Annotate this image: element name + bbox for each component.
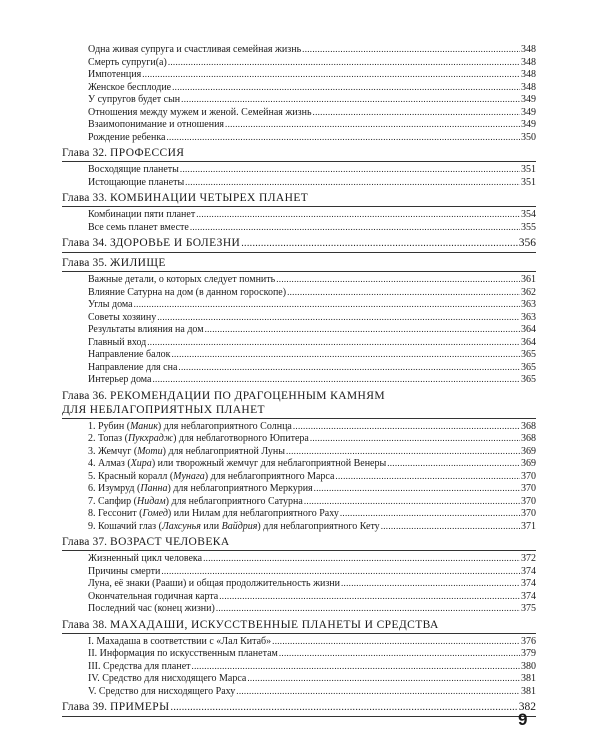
gem-name: Вайдрия [221,520,258,532]
entry-title: Взаимопонимание и отношения [88,119,225,130]
entry-title: V. Средство для нисходящего Раху [88,685,236,697]
toc-entry [62,520,536,533]
entry-title-part: ) для неблагоприятного Кету [257,520,380,532]
gem-name: Нидам [137,495,166,507]
dot-leader [157,311,520,324]
dot-leader [142,68,520,81]
toc-entry [62,482,536,495]
toc-entry [62,118,536,131]
entry-page-number: 349 [521,119,536,130]
entry-title: Последний час (конец жизни) [88,603,215,614]
gem-name: Хира [130,458,152,469]
dot-leader [181,93,520,106]
entry-title-part: 8. Гессонит ( [88,508,143,519]
toc-entry [62,336,536,349]
entry-page-number: 350 [521,131,536,143]
chapter-label: Глава 36. [62,389,108,402]
entry-title: Углы дома [88,299,133,310]
entry-title: Направление для сна [88,361,178,373]
toc-entry [62,660,536,673]
entry-title [88,421,292,434]
entry-title-part: ) для неблагоприятного Солнца [157,420,292,432]
chapter-label: Глава 32. [62,147,108,159]
entry-page-number: 365 [521,349,536,360]
dot-leader [203,552,520,565]
gem-name: Гомед [142,508,168,519]
entry-page-number: 355 [521,221,536,233]
gem-name: Маник [130,420,158,432]
toc-entry [62,445,536,458]
entry-title-part: 6. Изумруд ( [88,483,141,494]
toc-entry [62,311,536,324]
chapter-title-line [62,236,240,250]
entry-page-number: 368 [521,433,536,444]
dot-leader [314,482,520,495]
entry-title [88,483,313,496]
entry-page-number: 375 [521,603,536,614]
dot-leader [192,660,520,673]
chapter-title: ПРИМЕРЫ [110,701,170,713]
entry-page-number: 370 [521,483,536,494]
entry-title: Причины смерти [88,565,161,577]
entry-page-number: 370 [521,470,536,482]
toc-entry [62,420,536,433]
entry-title: Одна живая супруга и счастливая семейная жизнь [88,44,302,55]
chapter-underline [62,161,536,162]
entry-title: Смерть супруги(а) [88,56,167,68]
dot-leader [185,176,520,189]
entry-page-number: 348 [521,69,536,80]
entry-title: Важные детали, о которых следует помнить [88,274,276,285]
gem-name: Пукхрадж [127,433,174,444]
toc-entry [62,647,536,660]
entry-page-number: 381 [521,685,536,697]
entry-title-part: 4. Алмаз ( [88,458,131,469]
entry-title: Влияние Сатурна на дом (в данном гороскопе) [88,286,287,298]
entry-title: IV. Средство для нисходящего Марса [88,673,247,684]
dot-leader [302,43,520,56]
entry-page-number: 351 [521,164,536,175]
chapter-underline [62,716,536,717]
dot-leader [172,81,520,94]
toc-entry [62,43,536,56]
table-of-contents [62,43,536,718]
entry-title: Комбинации пяти планет [88,209,196,220]
entry-page-number: 374 [521,590,536,602]
dot-leader [381,520,520,533]
entry-title-part: ) для неблагоприятной Луны [162,445,286,457]
dot-leader [241,237,518,251]
toc-entry [62,131,536,144]
entry-title-part: 2. Топаз ( [88,433,128,444]
dot-leader [335,470,520,483]
chapter-underline [62,633,536,634]
chapter-title: ЗДОРОВЬЕ И БОЛЕЗНИ [110,237,241,249]
entry-title [88,521,380,534]
chapter-heading [62,191,536,205]
entry-title-part: ) для неблаготворного Юпитера [173,433,309,444]
chapter-heading [62,146,536,160]
entry-title: Все семь планет вместе [88,221,189,233]
toc-entry [62,685,536,698]
entry-title: II. Информация по искусственным планетам [88,648,278,659]
entry-title: Интерьер дома [88,374,152,385]
toc-entry [62,208,536,221]
entry-title-part: или [200,520,222,532]
entry-page-number: 371 [521,520,536,532]
entry-title: I. Махадаша в соответствии с «Лал Китаб» [88,635,272,647]
chapter-underline [62,418,536,419]
entry-page-number: 354 [521,209,536,220]
page-number: 9 [518,710,528,729]
entry-title [88,446,285,459]
entry-title: Отношения между мужем и женой. Семейная жизнь [88,106,312,118]
dot-leader [152,373,520,386]
chapter-title: ВОЗРАСТ ЧЕЛОВЕКА [110,536,230,548]
toc-entry [62,298,536,311]
chapter-underline [62,206,536,207]
entry-page-number: 365 [521,361,536,373]
entry-page-number: 368 [521,420,536,432]
dot-leader [341,577,520,590]
gem-name: Мунага [173,470,205,482]
toc-entry [62,470,536,483]
dot-leader [272,635,520,648]
entry-title: III. Средства для планет [88,660,191,672]
chapter-title: МАХАДАШИ, ИСКУССТВЕННЫЕ ПЛАНЕТЫ И СРЕДСТВА [110,618,439,631]
entry-page-number: 351 [521,176,536,188]
dot-leader [171,348,520,361]
entry-title: Восходящие планеты [88,164,179,175]
entry-page-number: 381 [521,673,536,684]
dot-leader [166,131,520,144]
entry-title: Рождение ребенка [88,131,166,143]
dot-leader [387,457,520,470]
entry-page-number: 374 [521,578,536,589]
entry-title-part: ) или творожный жемчуг для неблагоприятной Венеры [151,458,387,469]
entry-page-number: 348 [521,56,536,68]
chapter-heading [62,256,536,270]
chapter-title: РЕКОМЕНДАЦИИ ПО ДРАГОЦЕННЫМ КАМНЯМ [110,389,385,402]
entry-page-number: 379 [521,648,536,659]
toc-entry [62,495,536,508]
entry-title [88,496,303,509]
chapter-underline [62,271,536,272]
chapter-label: Глава 37. [62,536,108,548]
chapter-heading [62,236,536,251]
toc-entry [62,81,536,94]
dot-leader [134,298,520,311]
dot-leader [340,507,520,520]
entry-title-part: ) для неблагоприятного Марса [204,470,335,482]
toc-entry [62,273,536,286]
chapter-title: ПРОФЕССИЯ [110,147,185,159]
dot-leader [216,602,520,615]
entry-page-number: 361 [521,274,536,285]
toc-entry [62,361,536,374]
entry-page-number: 363 [521,299,536,310]
dot-leader [205,323,520,336]
chapter-label: Глава 35. [62,257,108,269]
dot-leader [171,701,518,715]
entry-page-number: 374 [521,565,536,577]
toc-entry [62,68,536,81]
toc-entry [62,635,536,648]
entry-title [88,508,339,521]
toc-entry [62,565,536,578]
entry-title-part: ) или Нилам для неблагоприятного Раху [167,508,339,519]
dot-leader [180,163,520,176]
dot-leader [276,273,520,286]
entry-page-number: 348 [521,81,536,93]
entry-title: Истощающие планеты [88,176,185,188]
chapter-underline [62,550,536,551]
dot-leader [196,208,520,221]
dot-leader [293,420,520,433]
dot-leader [219,590,520,603]
entry-page-number: 369 [521,445,536,457]
toc-entry [62,373,536,386]
chapter-title-line [62,700,170,714]
entry-page-number: 365 [521,374,536,385]
entry-page-number: 348 [521,44,536,55]
chapter-title: ЖИЛИЩЕ [110,257,166,269]
dot-leader [147,336,520,349]
entry-title: Импотенция [88,69,142,80]
chapter-underline [62,252,536,253]
entry-page-number: 370 [521,495,536,507]
chapter-page-number: 382 [518,701,536,713]
dot-leader [225,118,520,131]
dot-leader [247,672,520,685]
entry-title-part: 5. Красный коралл ( [88,470,174,482]
entry-title-part: 3. Жемчуг ( [88,445,138,457]
toc-entry [62,221,536,234]
entry-title: Направление балок [88,349,171,360]
entry-page-number: 363 [521,311,536,323]
toc-entry [62,106,536,119]
toc-entry [62,348,536,361]
entry-page-number: 349 [521,94,536,105]
toc-entry [62,163,536,176]
dot-leader [286,445,520,458]
gem-name: Лахсунья [161,520,201,532]
entry-title: Окончательная годичная карта [88,590,219,602]
entry-page-number: 380 [521,660,536,672]
gem-name: Панна [140,483,168,494]
entry-page-number: 349 [521,106,536,118]
entry-title-part: 1. Рубин ( [88,420,131,432]
entry-page-number: 372 [521,553,536,564]
entry-title: Главный вход [88,336,147,348]
chapter-page-number: 356 [518,237,536,249]
entry-title: Луна, её знаки (Рааши) и общая продолжительность жизни [88,578,340,589]
chapter-title-continued: ДЛЯ НЕБЛАГОПРИЯТНЫХ ПЛАНЕТ [62,403,265,416]
entry-page-number: 370 [521,508,536,519]
toc-entry [62,457,536,470]
toc-entry [62,602,536,615]
chapter-label: Глава 39. [62,701,108,713]
entry-title-part: ) для неблагоприятного Сатурна [165,495,303,507]
entry-page-number: 364 [521,336,536,348]
entry-title-part: ) для неблагоприятного Меркурия [167,483,313,494]
entry-title: Результаты влияния на дом [88,324,204,335]
gem-name: Моти [137,445,163,457]
entry-page-number: 369 [521,458,536,469]
chapter-heading [62,389,536,417]
toc-entry [62,93,536,106]
entry-title: У супругов будет сын [88,94,181,105]
toc-entry [62,552,536,565]
dot-leader [161,565,520,578]
chapter-title: КОМБИНАЦИИ ЧЕТЫРЕХ ПЛАНЕТ [110,192,309,204]
toc-entry [62,323,536,336]
dot-leader [236,685,520,698]
toc-entry [62,590,536,603]
toc-entry [62,672,536,685]
chapter-label: Глава 34. [62,237,108,249]
entry-title [88,433,309,446]
dot-leader [168,56,520,69]
toc-entry [62,286,536,299]
dot-leader [178,361,520,374]
chapter-heading [62,535,536,549]
entry-title-part: 9. Кошачий глаз ( [88,520,162,532]
entry-page-number: 364 [521,324,536,335]
entry-page-number: 362 [521,286,536,298]
toc-entry [62,577,536,590]
toc-entry [62,432,536,445]
chapter-label: Глава 38. [62,618,108,631]
dot-leader [287,286,520,299]
entry-title: Жизненный цикл человека [88,553,203,564]
chapter-heading [62,618,536,632]
dot-leader [190,221,520,234]
dot-leader [313,106,520,119]
dot-leader [310,432,520,445]
entry-page-number: 376 [521,635,536,647]
entry-title: Женское бесплодие [88,81,172,93]
entry-title [88,471,334,484]
chapter-label: Глава 33. [62,192,108,204]
entry-title-part: 7. Сапфир ( [88,495,137,507]
entry-title: Советы хозяину [88,311,157,323]
dot-leader [304,495,520,508]
toc-entry [62,56,536,69]
dot-leader [279,647,520,660]
toc-entry [62,507,536,520]
toc-entry [62,176,536,189]
chapter-heading [62,700,536,715]
